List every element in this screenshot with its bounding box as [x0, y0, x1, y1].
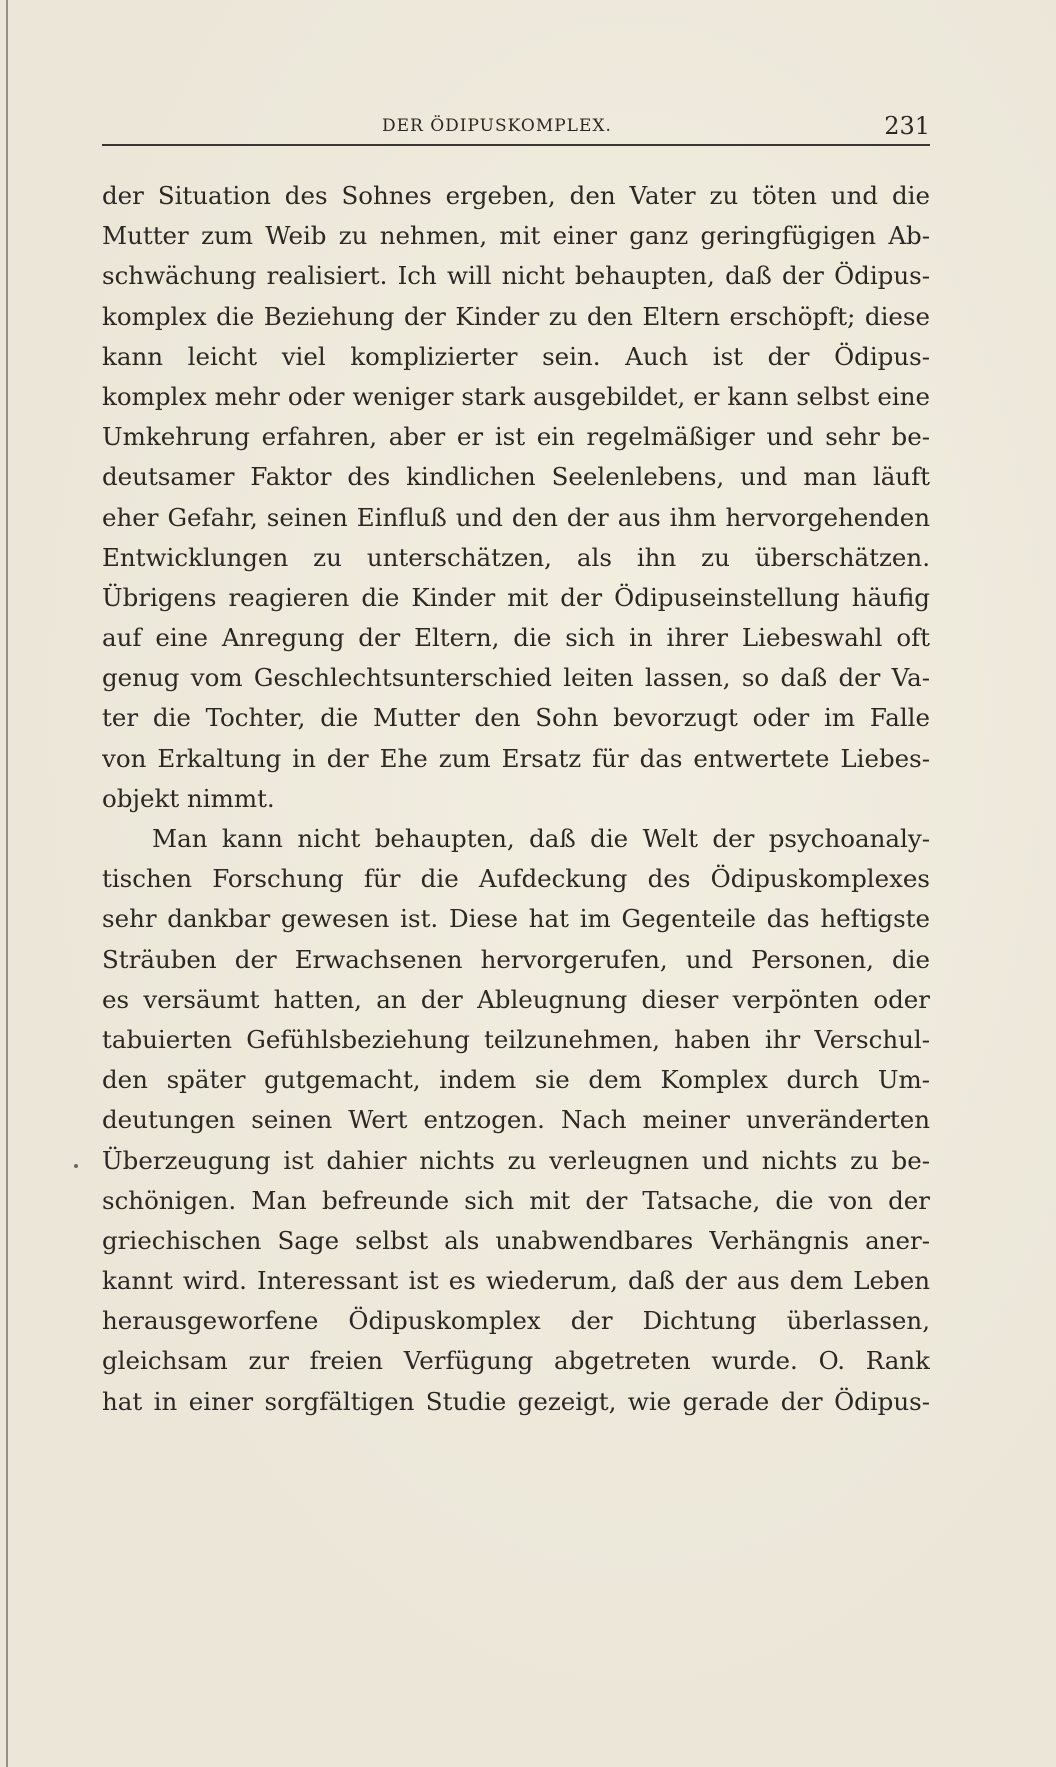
- text-line: sehr dankbar gewesen ist. Diese hat im Gegenteile das heftigste: [102, 904, 930, 934]
- text-line: tischen Forschung für die Aufdeckung des Ödipuskomplexes: [102, 864, 930, 894]
- text-line: schönigen. Man befreunde sich mit der Tatsache, die von der: [102, 1185, 930, 1215]
- text-line: Umkehrung erfahren, aber er ist ein regelmäßiger und sehr be-: [102, 422, 930, 452]
- text-line: kann leicht viel komplizierter sein. Auch ist der Ödipus-: [102, 341, 930, 371]
- text-line: komplex die Beziehung der Kinder zu den Eltern erschöpft; diese: [102, 301, 930, 331]
- text-line: kannt wird. Interessant ist es wiederum, daß der aus dem Leben: [102, 1266, 930, 1296]
- text-line: Mutter zum Weib zu nehmen, mit einer ganz geringfügigen Ab-: [102, 221, 930, 251]
- text-line: Überzeugung ist dahier nichts zu verleugnen und nichts zu be-: [102, 1145, 930, 1175]
- page-header: [102, 108, 930, 146]
- body-text: [102, 176, 930, 1422]
- text-line: gleichsam zur freien Verfügung abgetreten wurde. O. Rank: [102, 1346, 930, 1376]
- text-line: deutsamer Faktor des kindlichen Seelenlebens, und man läuft: [102, 462, 930, 492]
- page-edge-line: [6, 0, 8, 1767]
- text-line: komplex mehr oder weniger stark ausgebildet, er kann selbst eine: [102, 381, 930, 411]
- text-line: herausgeworfene Ödipuskomplex der Dichtung überlassen,: [102, 1306, 930, 1336]
- text-line: griechischen Sage selbst als unabwendbares Verhängnis aner-: [102, 1225, 930, 1255]
- text-line: Entwicklungen zu unterschätzen, als ihn zu überschätzen.: [102, 542, 930, 572]
- text-line: deutungen seinen Wert entzogen. Nach meiner unveränderten: [102, 1105, 930, 1135]
- text-line: es versäumt hatten, an der Ableugnung dieser verpönten oder: [102, 984, 930, 1014]
- text-line: tabuierten Gefühlsbeziehung teilzunehmen, haben ihr Verschul-: [102, 1024, 930, 1054]
- text-line: den später gutgemacht, indem sie dem Komplex durch Um-: [102, 1065, 930, 1095]
- paragraph-end-line: objekt nimmt.: [102, 783, 275, 813]
- text-line: ter die Tochter, die Mutter den Sohn bevorzugt oder im Falle: [102, 703, 930, 733]
- text-line: eher Gefahr, seinen Einfluß und den der aus ihm hervorgehenden: [102, 502, 930, 532]
- text-line: schwächung realisiert. Ich will nicht behaupten, daß der Ödipus-: [102, 261, 930, 291]
- text-line: Übrigens reagieren die Kinder mit der Ödipuseinstellung häufig: [102, 582, 930, 612]
- text-line: hat in einer sorgfältigen Studie gezeigt, wie gerade der Ödipus-: [102, 1386, 930, 1416]
- text-line: von Erkaltung in der Ehe zum Ersatz für das entwertete Liebes-: [102, 743, 930, 773]
- page-number: 231: [884, 112, 930, 140]
- text-line: genug vom Geschlechtsunterschied leiten lassen, so daß der Va-: [102, 663, 930, 693]
- margin-mark: [74, 1164, 78, 1168]
- text-line: der Situation des Sohnes ergeben, den Vater zu töten und die: [102, 181, 930, 210]
- text-line: auf eine Anregung der Eltern, die sich in ihrer Liebeswahl oft: [102, 623, 930, 653]
- text-line: Sträuben der Erwachsenen hervorgerufen, und Personen, die: [102, 944, 930, 974]
- paragraph-start-line: Man kann nicht behaupten, daß die Welt der psychoanaly-: [152, 824, 930, 853]
- running-title: DER ÖDIPUSKOMPLEX.: [382, 116, 612, 136]
